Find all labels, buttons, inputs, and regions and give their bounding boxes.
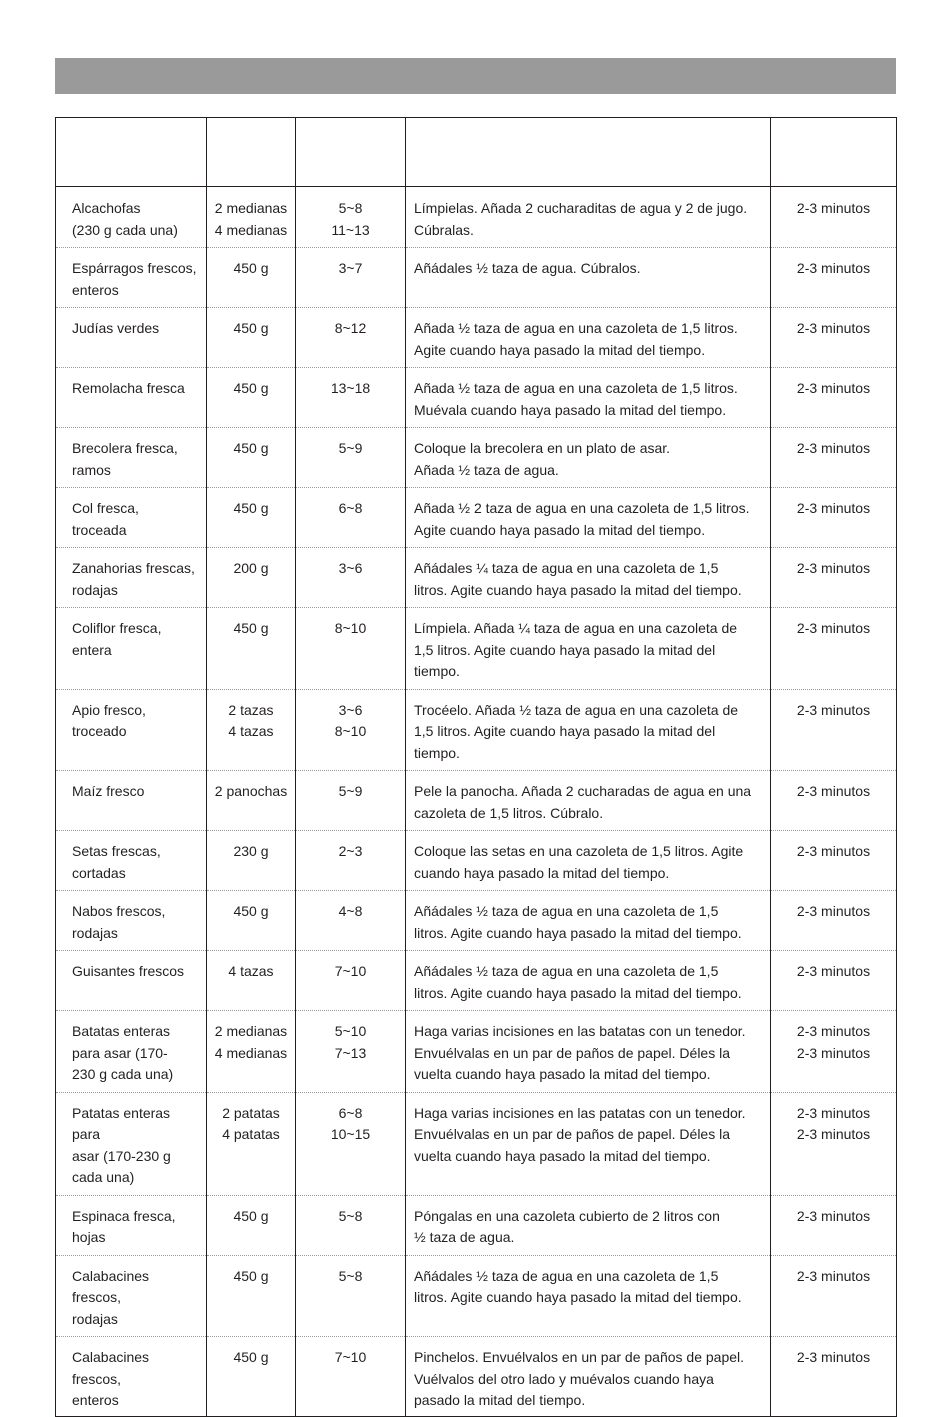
cell-cooking-time-line: 7~10 bbox=[334, 963, 367, 979]
cell-food-line: 230 g cada una) bbox=[72, 1066, 174, 1082]
cell-food bbox=[56, 951, 207, 1011]
cell-cooking-time bbox=[296, 1337, 406, 1417]
cell-amount bbox=[207, 428, 296, 488]
cell-standing-time-line: 2-3 minutos bbox=[796, 963, 871, 979]
cell-instructions-line: cuando haya pasado la mitad del tiempo. bbox=[414, 864, 670, 881]
cell-cooking-time-line: 5~8 bbox=[338, 1267, 363, 1284]
cell-food-line: Calabacines frescos, bbox=[72, 1267, 150, 1305]
cell-cooking-time bbox=[296, 1255, 406, 1337]
header-amount bbox=[207, 118, 296, 187]
cell-food-line: Setas frescas, bbox=[72, 843, 161, 859]
cell-food-line: para asar (170- bbox=[72, 1044, 168, 1061]
cell-cooking-time bbox=[296, 428, 406, 488]
cell-food-line: Maíz fresco bbox=[72, 783, 145, 799]
cell-instructions-line: Añádales ¼ taza de agua en una cazoleta de 1,5 bbox=[414, 560, 719, 576]
cell-cooking-time bbox=[296, 368, 406, 428]
cell-instructions-line: Pele la panocha. Añada 2 cucharadas de agua en una bbox=[414, 783, 752, 799]
cell-instructions-line: litros. Agite cuando haya pasado la mitad del tiempo. bbox=[414, 581, 742, 598]
cell-standing-time-line: 2-3 minutos bbox=[796, 620, 871, 636]
table-row bbox=[56, 187, 897, 248]
table-row bbox=[56, 771, 897, 831]
cell-food-line: asar (170-230 g bbox=[72, 1147, 171, 1164]
cell-instructions-line: Muévala cuando haya pasado la mitad del tiempo. bbox=[414, 401, 727, 418]
cell-instructions-line: Añádales ½ taza de agua en una cazoleta de 1,5 bbox=[414, 1267, 719, 1284]
cell-instructions-line: Límpielas. Añada 2 cucharaditas de agua y 2 de jugo. bbox=[414, 200, 748, 216]
cell-instructions-line: Agite cuando haya pasado la mitad del tiempo. bbox=[414, 341, 706, 358]
cell-instructions-line: 1,5 litros. Agite cuando haya pasado la mitad del bbox=[414, 641, 716, 658]
cell-instructions bbox=[406, 951, 771, 1011]
table-row bbox=[56, 1255, 897, 1337]
cell-standing-time bbox=[771, 608, 897, 690]
cell-food-line: Batatas enteras bbox=[72, 1023, 171, 1039]
cell-food bbox=[56, 428, 207, 488]
cell-food-line: cortadas bbox=[72, 864, 126, 881]
cell-standing-time-line: 2-3 minutos bbox=[796, 1023, 871, 1039]
cell-cooking-time-line: 2~3 bbox=[338, 843, 363, 859]
cell-instructions bbox=[406, 428, 771, 488]
cell-instructions-line: Cúbralas. bbox=[414, 221, 474, 238]
cell-amount-line: 450 g bbox=[233, 1207, 269, 1224]
table-header-row bbox=[56, 118, 897, 187]
cell-cooking-time bbox=[296, 187, 406, 248]
cell-instructions-line: Trocéelo. Añada ½ taza de agua en una cazoleta de bbox=[414, 701, 739, 718]
cell-cooking-time bbox=[296, 1092, 406, 1195]
cell-amount bbox=[207, 891, 296, 951]
cell-amount-line: 450 g bbox=[233, 1349, 269, 1365]
cell-amount-line: 450 g bbox=[233, 320, 269, 336]
cell-food-line: Patatas enteras para bbox=[72, 1104, 171, 1142]
cell-amount bbox=[207, 831, 296, 891]
cell-cooking-time-line: 7~13 bbox=[334, 1044, 367, 1061]
cell-standing-time bbox=[771, 187, 897, 248]
vegetable-cooking-table bbox=[55, 117, 897, 1417]
cell-food bbox=[56, 1255, 207, 1337]
cell-food-line: Zanahorias frescas, bbox=[72, 560, 195, 576]
cell-cooking-time-line: 10~15 bbox=[330, 1126, 371, 1142]
cell-food-line: Espinaca fresca, bbox=[72, 1207, 176, 1224]
cell-cooking-time bbox=[296, 548, 406, 608]
cell-instructions bbox=[406, 771, 771, 831]
cell-cooking-time-line: 8~10 bbox=[334, 620, 367, 636]
cell-food bbox=[56, 1011, 207, 1093]
cell-standing-time-line: 2-3 minutos bbox=[796, 260, 871, 276]
cell-food-line: Brecolera fresca, bbox=[72, 440, 178, 456]
cell-food-line: troceado bbox=[72, 723, 127, 739]
cell-amount-line: 2 patatas bbox=[222, 1104, 280, 1121]
cell-amount-line: 2 panochas bbox=[214, 783, 288, 799]
cell-instructions-line: Pinchelos. Envuélvalos en un par de paños de papel. bbox=[414, 1349, 745, 1365]
cell-instructions-line: Añada ½ 2 taza de agua en una cazoleta de 1,5 litros. bbox=[414, 500, 750, 516]
cell-standing-time-line: 2-3 minutos bbox=[796, 440, 871, 456]
cell-standing-time-line: 2-3 minutos bbox=[796, 1349, 871, 1365]
cell-food-line: enteros bbox=[72, 1392, 119, 1408]
cell-amount-line: 450 g bbox=[233, 260, 269, 276]
cell-amount-line: 4 tazas bbox=[228, 723, 274, 739]
cell-standing-time-line: 2-3 minutos bbox=[796, 1044, 871, 1061]
cell-amount bbox=[207, 368, 296, 428]
cell-instructions-line: Coloque las setas en una cazoleta de 1,5 litros. Agite bbox=[414, 843, 744, 859]
cell-instructions-line: Envuélvalas en un par de paños de papel. Déles la bbox=[414, 1044, 730, 1061]
cell-instructions-line: Vuélvalos del otro lado y muévalos cuando haya bbox=[414, 1370, 714, 1387]
cell-standing-time-line: 2-3 minutos bbox=[796, 783, 871, 799]
cell-instructions-line: cazoleta de 1,5 litros. Cúbralo. bbox=[414, 804, 604, 821]
cell-amount-line: 450 g bbox=[233, 500, 269, 516]
cell-food bbox=[56, 248, 207, 308]
cell-standing-time bbox=[771, 689, 897, 771]
cell-cooking-time bbox=[296, 248, 406, 308]
cell-amount bbox=[207, 488, 296, 548]
cell-instructions-line: ½ taza de agua. bbox=[414, 1229, 515, 1245]
cell-amount-line: 450 g bbox=[233, 620, 269, 636]
cell-food bbox=[56, 187, 207, 248]
cell-standing-time bbox=[771, 1092, 897, 1195]
cell-cooking-time-line: 7~10 bbox=[334, 1349, 367, 1365]
header-instructions bbox=[406, 118, 771, 187]
cell-instructions-line: Haga varias incisiones en las batatas con un tenedor. bbox=[414, 1023, 746, 1039]
cell-cooking-time-line: 5~8 bbox=[338, 200, 363, 216]
cell-instructions bbox=[406, 1337, 771, 1417]
cell-instructions-line: tiempo. bbox=[414, 744, 460, 761]
cell-instructions-line: 1,5 litros. Agite cuando haya pasado la mitad del bbox=[414, 723, 716, 739]
cell-amount-line: 4 tazas bbox=[228, 963, 274, 979]
cell-instructions bbox=[406, 1255, 771, 1337]
cell-food bbox=[56, 368, 207, 428]
cell-instructions bbox=[406, 548, 771, 608]
cell-standing-time-line: 2-3 minutos bbox=[796, 903, 871, 919]
cell-food-line: troceada bbox=[72, 521, 127, 538]
table-row bbox=[56, 1011, 897, 1093]
cell-food bbox=[56, 548, 207, 608]
cell-food bbox=[56, 1195, 207, 1255]
cell-amount bbox=[207, 1255, 296, 1337]
cell-food-line: Guisantes frescos bbox=[72, 963, 185, 979]
cell-amount bbox=[207, 1337, 296, 1417]
cell-cooking-time bbox=[296, 1195, 406, 1255]
table-row bbox=[56, 428, 897, 488]
cell-food bbox=[56, 488, 207, 548]
cell-instructions-line: Agite cuando haya pasado la mitad del tiempo. bbox=[414, 521, 706, 538]
cell-amount-line: 4 patatas bbox=[222, 1126, 280, 1142]
cell-amount-line: 2 tazas bbox=[228, 701, 274, 718]
cell-amount-line: 2 medianas bbox=[214, 200, 288, 216]
cell-instructions bbox=[406, 187, 771, 248]
cell-amount bbox=[207, 689, 296, 771]
cell-cooking-time-line: 5~9 bbox=[338, 440, 363, 456]
cell-amount bbox=[207, 1195, 296, 1255]
cell-amount bbox=[207, 548, 296, 608]
cell-instructions-line: Póngalas en una cazoleta cubierto de 2 litros con bbox=[414, 1207, 720, 1224]
cell-standing-time-line: 2-3 minutos bbox=[796, 200, 871, 216]
cell-instructions-line: Límpiela. Añada ¼ taza de agua en una cazoleta de bbox=[414, 620, 738, 636]
cell-instructions-line: Añada ½ taza de agua. bbox=[414, 461, 559, 478]
cell-food-line: ramos bbox=[72, 461, 111, 478]
table-row bbox=[56, 1195, 897, 1255]
cell-food bbox=[56, 608, 207, 690]
cell-food-line: rodajas bbox=[72, 581, 118, 598]
cell-standing-time bbox=[771, 368, 897, 428]
cell-standing-time-line: 2-3 minutos bbox=[796, 1126, 871, 1142]
cell-instructions-line: pasado la mitad del tiempo. bbox=[414, 1392, 586, 1408]
cell-instructions-line: vuelta cuando haya pasado la mitad del tiempo. bbox=[414, 1147, 711, 1164]
cell-food bbox=[56, 308, 207, 368]
cell-food-line: hojas bbox=[72, 1229, 106, 1245]
cell-standing-time-line: 2-3 minutos bbox=[796, 843, 871, 859]
cell-food-line: rodajas bbox=[72, 924, 118, 941]
table-row bbox=[56, 608, 897, 690]
cell-amount-line: 450 g bbox=[233, 380, 269, 396]
cell-food-line: Apio fresco, bbox=[72, 701, 146, 718]
cell-food bbox=[56, 689, 207, 771]
cell-standing-time-line: 2-3 minutos bbox=[796, 1267, 871, 1284]
cell-food-line: Espárragos frescos, bbox=[72, 260, 197, 276]
cell-standing-time-line: 2-3 minutos bbox=[796, 500, 871, 516]
cell-amount bbox=[207, 1092, 296, 1195]
cell-instructions bbox=[406, 1195, 771, 1255]
cell-standing-time bbox=[771, 1011, 897, 1093]
cell-instructions-line: Añada ½ taza de agua en una cazoleta de 1,5 litros. bbox=[414, 380, 738, 396]
cell-food-line: rodajas bbox=[72, 1310, 118, 1327]
cell-instructions-line: vuelta cuando haya pasado la mitad del tiempo. bbox=[414, 1066, 711, 1082]
cell-standing-time bbox=[771, 951, 897, 1011]
cell-food-line: Alcachofas bbox=[72, 200, 141, 216]
cell-instructions-line: Envuélvalas en un par de paños de papel. Déles la bbox=[414, 1126, 730, 1142]
cell-instructions bbox=[406, 891, 771, 951]
cell-amount bbox=[207, 187, 296, 248]
cell-cooking-time-line: 8~10 bbox=[334, 723, 367, 739]
cell-food-line: Remolacha fresca bbox=[72, 380, 185, 396]
cell-food bbox=[56, 831, 207, 891]
cell-standing-time bbox=[771, 891, 897, 951]
cell-cooking-time-line: 3~6 bbox=[338, 701, 363, 718]
cell-instructions bbox=[406, 1011, 771, 1093]
cell-cooking-time-line: 6~8 bbox=[338, 500, 363, 516]
cell-amount-line: 200 g bbox=[233, 560, 269, 576]
cell-standing-time bbox=[771, 488, 897, 548]
table-row bbox=[56, 951, 897, 1011]
cell-standing-time-line: 2-3 minutos bbox=[796, 1207, 871, 1224]
table-row bbox=[56, 689, 897, 771]
cell-cooking-time-line: 4~8 bbox=[338, 903, 363, 919]
table-row bbox=[56, 548, 897, 608]
cell-standing-time-line: 2-3 minutos bbox=[796, 380, 871, 396]
cell-food-line: Calabacines frescos, bbox=[72, 1349, 150, 1387]
cell-amount bbox=[207, 771, 296, 831]
cell-food-line: Coliflor fresca, bbox=[72, 620, 162, 636]
cell-cooking-time bbox=[296, 308, 406, 368]
cell-instructions bbox=[406, 488, 771, 548]
cell-instructions bbox=[406, 308, 771, 368]
table-row bbox=[56, 1337, 897, 1417]
cell-cooking-time-line: 5~8 bbox=[338, 1207, 363, 1224]
cell-cooking-time-line: 3~7 bbox=[338, 260, 363, 276]
cell-amount-line: 230 g bbox=[233, 843, 269, 859]
cell-instructions bbox=[406, 248, 771, 308]
cell-standing-time bbox=[771, 428, 897, 488]
cell-standing-time bbox=[771, 1195, 897, 1255]
cell-instructions bbox=[406, 1092, 771, 1195]
cell-cooking-time-line: 5~10 bbox=[334, 1023, 367, 1039]
cell-instructions-line: Añádales ½ taza de agua en una cazoleta de 1,5 bbox=[414, 963, 719, 979]
cell-cooking-time bbox=[296, 488, 406, 548]
table-row bbox=[56, 1092, 897, 1195]
cell-food bbox=[56, 891, 207, 951]
cell-instructions bbox=[406, 368, 771, 428]
cell-standing-time bbox=[771, 1255, 897, 1337]
table-row bbox=[56, 308, 897, 368]
section-header-bar bbox=[55, 58, 896, 94]
cell-amount-line: 450 g bbox=[233, 1267, 269, 1284]
header-food bbox=[56, 118, 207, 187]
cell-standing-time-line: 2-3 minutos bbox=[796, 560, 871, 576]
cell-cooking-time bbox=[296, 1011, 406, 1093]
cell-cooking-time-line: 6~8 bbox=[338, 1104, 363, 1121]
table-row bbox=[56, 368, 897, 428]
cell-amount-line: 4 medianas bbox=[214, 1044, 288, 1061]
header-standing-time bbox=[771, 118, 897, 187]
table-row bbox=[56, 488, 897, 548]
cell-standing-time bbox=[771, 1337, 897, 1417]
cell-cooking-time-line: 8~12 bbox=[334, 320, 367, 336]
cell-instructions-line: litros. Agite cuando haya pasado la mitad del tiempo. bbox=[414, 924, 742, 941]
table-row bbox=[56, 891, 897, 951]
cell-amount bbox=[207, 1011, 296, 1093]
cell-instructions-line: litros. Agite cuando haya pasado la mitad del tiempo. bbox=[414, 1289, 742, 1305]
cell-instructions-line: litros. Agite cuando haya pasado la mitad del tiempo. bbox=[414, 984, 742, 1001]
cell-instructions-line: Coloque la brecolera en un plato de asar. bbox=[414, 440, 671, 456]
cell-amount bbox=[207, 308, 296, 368]
cell-amount bbox=[207, 608, 296, 690]
cell-cooking-time-line: 13~18 bbox=[330, 380, 371, 396]
cell-instructions-line: Añádales ½ taza de agua en una cazoleta de 1,5 bbox=[414, 903, 719, 919]
cell-food bbox=[56, 1092, 207, 1195]
cell-instructions-line: Añádales ½ taza de agua. Cúbralos. bbox=[414, 260, 641, 276]
cell-standing-time bbox=[771, 248, 897, 308]
cell-amount bbox=[207, 248, 296, 308]
cell-cooking-time-line: 5~9 bbox=[338, 783, 363, 799]
cell-food-line: entera bbox=[72, 641, 112, 658]
cell-food bbox=[56, 1337, 207, 1417]
cell-food bbox=[56, 771, 207, 831]
cell-food-line: cada una) bbox=[72, 1169, 135, 1185]
cell-amount-line: 450 g bbox=[233, 903, 269, 919]
cell-standing-time-line: 2-3 minutos bbox=[796, 1104, 871, 1121]
cell-food-line: Col fresca, bbox=[72, 500, 139, 516]
cell-amount-line: 4 medianas bbox=[214, 221, 288, 238]
cell-cooking-time bbox=[296, 951, 406, 1011]
cell-cooking-time bbox=[296, 689, 406, 771]
cell-cooking-time bbox=[296, 891, 406, 951]
cell-amount-line: 2 medianas bbox=[214, 1023, 288, 1039]
table-row bbox=[56, 831, 897, 891]
cell-amount bbox=[207, 951, 296, 1011]
cell-standing-time bbox=[771, 831, 897, 891]
cell-standing-time bbox=[771, 548, 897, 608]
cell-standing-time bbox=[771, 308, 897, 368]
cell-food-line: (230 g cada una) bbox=[72, 221, 178, 238]
table-row bbox=[56, 248, 897, 308]
cell-instructions bbox=[406, 831, 771, 891]
cell-standing-time bbox=[771, 771, 897, 831]
cell-instructions bbox=[406, 608, 771, 690]
cell-cooking-time bbox=[296, 608, 406, 690]
cell-food-line: Judías verdes bbox=[72, 320, 160, 336]
cell-cooking-time-line: 11~13 bbox=[331, 221, 370, 238]
cell-cooking-time bbox=[296, 831, 406, 891]
cell-amount-line: 450 g bbox=[233, 440, 269, 456]
cell-instructions bbox=[406, 689, 771, 771]
cell-standing-time-line: 2-3 minutos bbox=[796, 320, 871, 336]
cell-cooking-time-line: 3~6 bbox=[338, 560, 363, 576]
cell-instructions-line: Haga varias incisiones en las patatas con un tenedor. bbox=[414, 1104, 746, 1121]
cell-cooking-time bbox=[296, 771, 406, 831]
cell-standing-time-line: 2-3 minutos bbox=[796, 701, 871, 718]
table-body bbox=[56, 187, 897, 1417]
cell-food-line: Nabos frescos, bbox=[72, 903, 166, 919]
header-time bbox=[296, 118, 406, 187]
cell-food-line: enteros bbox=[72, 281, 119, 298]
cell-instructions-line: Añada ½ taza de agua en una cazoleta de 1,5 litros. bbox=[414, 320, 738, 336]
cell-instructions-line: tiempo. bbox=[414, 663, 460, 679]
